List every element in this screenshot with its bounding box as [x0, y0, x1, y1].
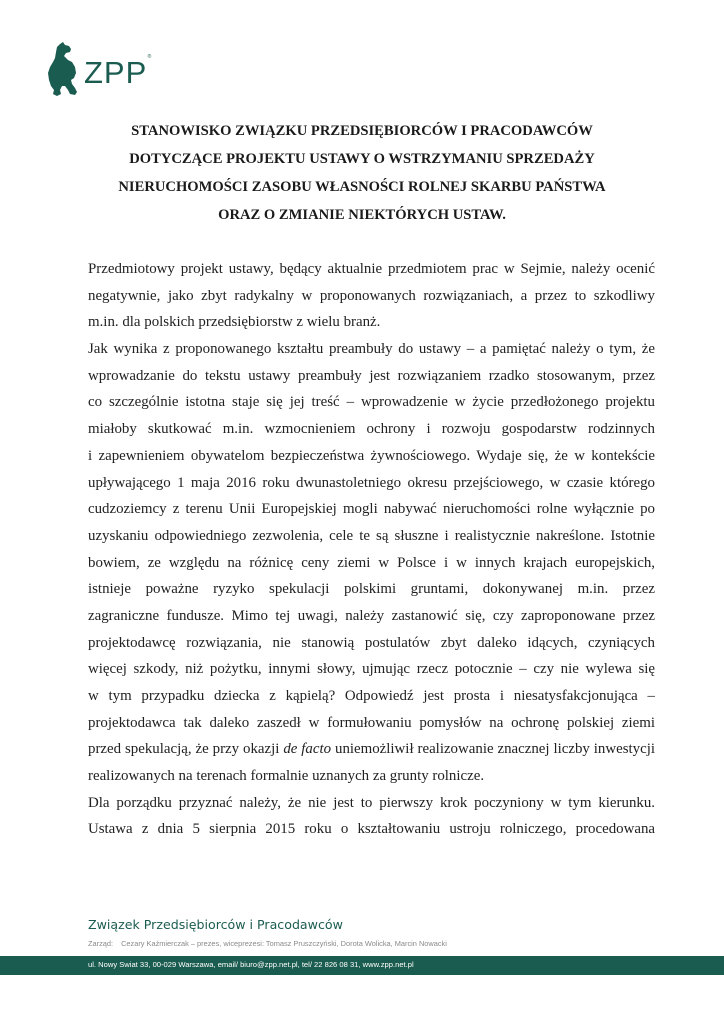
- body-line: projektodawca tak daleko zaszedł w formułowaniu pomysłów na ochronę polskiej ziemi: [88, 714, 655, 731]
- body-line: więcej szkody, niż pożytku, innymi słowy, ujmując rzecz potocznie – czy nie wylewa się: [88, 661, 655, 678]
- title-line: NIERUCHOMOŚCI ZASOBU WŁASNOŚCI ROLNEJ SKARBU PAŃSTWA: [118, 179, 606, 195]
- document-title: [0, 117, 724, 229]
- document-body: [88, 256, 655, 843]
- latin-phrase: de facto: [283, 741, 332, 758]
- body-line: bowiem, ze względu na różnicę ceny ziemi w Polsce i w innych krajach europejskich,: [88, 554, 655, 571]
- footer-address: ul. Nowy Swiat 33, 00-029 Warszawa, email/ biuro@zpp.net.pl, tel/ 22 826 08 31, www.zpp.net.pl: [88, 960, 414, 969]
- title-line: ORAZ O ZMIANIE NIEKTÓRYCH USTAW.: [218, 207, 506, 223]
- organization-name: Związek Przedsiębiorców i Pracodawców: [88, 917, 343, 932]
- footer-bar: [0, 956, 724, 975]
- body-line: realizowanych na terenach formalnie uznanych za grunty rolnicze.: [88, 768, 485, 785]
- body-line: i zapewnieniem obywatelom bezpieczeństwa żywnościowego. Wydaje się, że w kontekście: [88, 447, 655, 464]
- body-line: wprowadzanie do tekstu ustawy preambuły jest rozwiązaniem rzadko stosowanym, przez: [88, 367, 655, 384]
- body-line: m.in. dla polskich przedsiębiorstw z wielu branż.: [88, 314, 381, 331]
- body-line: Dla porządku przyznać należy, że nie jest to pierwszy krok poczyniony w tym kierunku.: [88, 794, 655, 811]
- board-info: [88, 939, 447, 948]
- body-line: istnieje poważne ryzyko spekulacji polskimi gruntami, dokonywanej m.in. przez: [88, 581, 655, 598]
- registered-mark: ®: [147, 54, 153, 60]
- board-members: Cezary Kaźmierczak – prezes, wiceprezesi: Tomasz Pruszczyński, Dorota Wolicka, Marcin Nowacki: [121, 939, 447, 948]
- bear-icon: [44, 40, 80, 98]
- body-line: zagraniczne fundusze. Mimo tej uwagi, należy zastanowić się, czy zaproponowane przez: [88, 607, 655, 624]
- logo-text: ZPP: [84, 55, 148, 90]
- body-line: przed spekulacją, że przy okazji de facto uniemożliwił realizowanie znacznej liczby inwestycji: [88, 741, 655, 758]
- body-line: cudzoziemcy z terenu Unii Europejskiej mogli nabywać nieruchomości rolne wyłącznie po: [88, 501, 655, 518]
- body-line: upływającego 1 maja 2016 roku dwunastoletniego okresu przejściowego, w czasie którego: [88, 474, 655, 491]
- body-line: Przedmiotowy projekt ustawy, będący aktualnie przedmiotem prac w Sejmie, należy ocenić: [88, 261, 655, 277]
- body-line: uzyskaniu odpowiedniego zezwolenia, cele te są słuszne i realistycznie nakreślone. Istotnie: [88, 527, 655, 544]
- body-line: w tym przypadku dziecka z kąpielą? Odpowiedź jest prosta i niesatysfakcjonująca –: [88, 688, 655, 704]
- body-line: Jak wynika z proponowanego kształtu preambuły do ustawy – a pamiętać należy o tym, że: [88, 341, 655, 358]
- body-line: projektodawcę rozwiązania, nie stanowią postulatów zbyt daleko idących, czyniących: [88, 634, 655, 651]
- body-line: negatywnie, jako zbyt radykalny w proponowanych rozwiązaniach, a przez to szkodliwy: [88, 287, 655, 304]
- title-line: STANOWISKO ZWIĄZKU PRZEDSIĘBIORCÓW I PRACODAWCÓW: [131, 123, 593, 139]
- zpp-logo: [44, 40, 153, 98]
- title-line: DOTYCZĄCE PROJEKTU USTAWY O WSTRZYMANIU SPRZEDAŻY: [129, 151, 595, 167]
- body-line: miałoby skutkować m.in. wzmocnieniem ochrony i rozwoju gospodarstw rodzinnych: [88, 421, 655, 438]
- logo-wordmark: [84, 54, 153, 90]
- body-line: Ustawa z dnia 5 sierpnia 2015 roku o kształtowaniu ustroju rolniczego, procedowana: [88, 821, 655, 838]
- board-label: Zarząd:: [88, 939, 114, 948]
- body-line: co szczególnie istotna staje się jej treść – wprowadzenie w życie przedłożonego projektu: [88, 394, 655, 411]
